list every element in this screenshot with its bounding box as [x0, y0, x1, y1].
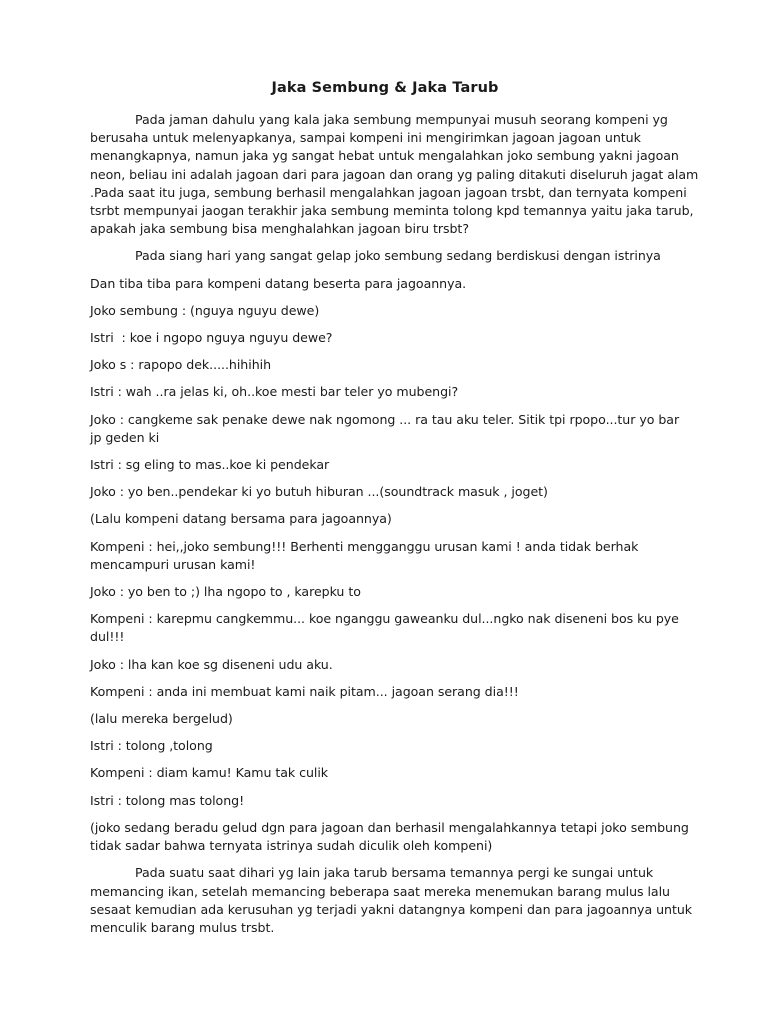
- paragraph: [90, 683, 680, 701]
- paragraph-line: dul!!!: [90, 629, 125, 645]
- paragraph-line: Istri : koe i ngopo nguya nguyu dewe?: [90, 330, 333, 346]
- paragraph-line: Kompeni : anda ini membuat kami naik pitam... jagoan serang dia!!!: [90, 683, 519, 699]
- paragraph-line: Joko : cangkeme sak penake dewe nak ngomong ... ra tau aku teler. Sitik tpi rpopo...tur yo bar: [90, 411, 680, 427]
- paragraph: [90, 483, 680, 501]
- paragraph-line: Joko : yo ben to ;) lha ngopo to , karepku to: [90, 584, 361, 600]
- paragraph: [90, 275, 680, 293]
- paragraph-line: Istri : tolong ,tolong: [90, 738, 213, 754]
- paragraph-line: menangkapnya, namun jaka yg sangat hebat untuk mengalahkan joko sembung yakni jagoan: [90, 148, 679, 164]
- paragraph-line: tsrbt mempunyai jaogan terakhir jaka sembung meminta tolong kpd temannya yaitu jaka tarub,: [90, 203, 694, 219]
- paragraph-line: (joko sedang beradu gelud dgn para jagoan dan berhasil mengalahkannya tetapi joko sembung: [90, 819, 689, 835]
- paragraph-line: Joko : lha kan koe sg diseneni udu aku.: [90, 656, 333, 672]
- document-title: Jaka Sembung & Jaka Tarub: [271, 80, 499, 96]
- paragraph-line: tidak sadar bahwa ternyata istrinya sudah diculik oleh kompeni): [90, 838, 493, 854]
- paragraph: [90, 610, 680, 646]
- paragraph-line: mencampuri urusan kami!: [90, 556, 256, 572]
- paragraph: [90, 864, 693, 937]
- paragraph-line: menculik barang mulus trsbt.: [90, 919, 275, 935]
- paragraph: [90, 710, 680, 728]
- document-body: [90, 111, 699, 937]
- paragraph: [90, 456, 680, 474]
- paragraph-line: neon, beliau ini adalah jagoan dari para jagoan dan orang yg paling ditakuti diseluruh jagat alam: [90, 166, 699, 182]
- paragraph: [90, 383, 680, 401]
- paragraph: [90, 302, 680, 320]
- paragraph-line: Pada siang hari yang sangat gelap joko sembung sedang berdiskusi dengan istrinya: [135, 248, 661, 264]
- paragraph-line: Pada jaman dahulu yang kala jaka sembung mempunyai musuh seorang kompeni yg: [135, 112, 668, 127]
- paragraph-line: Joko sembung : (nguya nguyu dewe): [90, 302, 320, 318]
- paragraph-line: Istri : wah ..ra jelas ki, oh..koe mesti bar teler yo mubengi?: [90, 384, 459, 400]
- paragraph-line: jp geden ki: [90, 429, 160, 445]
- paragraph-line: Kompeni : karepmu cangkemmu... koe nganggu gaweanku dul...ngko nak diseneni bos ku pye: [90, 611, 679, 627]
- paragraph: [90, 411, 680, 447]
- paragraph-line: berusaha untuk melenyapkanya, sampai kompeni ini mengirimkan jagoan jagoan untuk: [90, 130, 641, 146]
- paragraph-line: sesaat kemudian ada kerusuhan yg terjadi yakni datangnya kompeni dan para jagoannya untuk: [90, 901, 693, 917]
- paragraph-line: Kompeni : hei,,joko sembung!!! Berhenti mengganggu urusan kami ! anda tidak berhak: [90, 538, 639, 554]
- paragraph: [90, 356, 680, 374]
- paragraph: [90, 819, 689, 855]
- paragraph-line: Istri : tolong mas tolong!: [90, 792, 245, 808]
- paragraph-line: Istri : sg eling to mas..koe ki pendekar: [90, 457, 330, 473]
- paragraph: [90, 583, 680, 601]
- paragraph-line: .Pada saat itu juga, sembung berhasil mengalahkan jagoan jagoan trsbt, dan ternyata kompeni: [90, 184, 687, 200]
- paragraph: [90, 329, 680, 347]
- paragraph: [90, 656, 680, 674]
- paragraph-line: Pada suatu saat dihari yg lain jaka tarub bersama temannya pergi ke sungai untuk: [135, 865, 654, 881]
- paragraph: [90, 247, 680, 265]
- paragraph-line: Kompeni : diam kamu! Kamu tak culik: [90, 765, 329, 781]
- paragraph: [90, 737, 680, 755]
- paragraph-line: (lalu mereka bergelud): [90, 711, 233, 727]
- paragraph-line: Joko : yo ben..pendekar ki yo butuh hiburan ...(soundtrack masuk , joget): [90, 484, 548, 500]
- paragraph-line: apakah jaka sembung bisa menghalahkan jagoan biru trsbt?: [90, 221, 469, 237]
- paragraph: [90, 111, 699, 238]
- paragraph-line: (Lalu kompeni datang bersama para jagoannya): [90, 511, 392, 527]
- paragraph: [90, 538, 680, 574]
- paragraph: [90, 510, 680, 528]
- paragraph: [90, 792, 680, 810]
- paragraph-line: Dan tiba tiba para kompeni datang beserta para jagoannya.: [90, 275, 467, 291]
- paragraph-line: Joko s : rapopo dek.....hihihih: [90, 357, 272, 373]
- paragraph: [90, 764, 680, 782]
- paragraph-line: memancing ikan, setelah memancing beberapa saat mereka menemukan barang mulus lalu: [90, 883, 670, 899]
